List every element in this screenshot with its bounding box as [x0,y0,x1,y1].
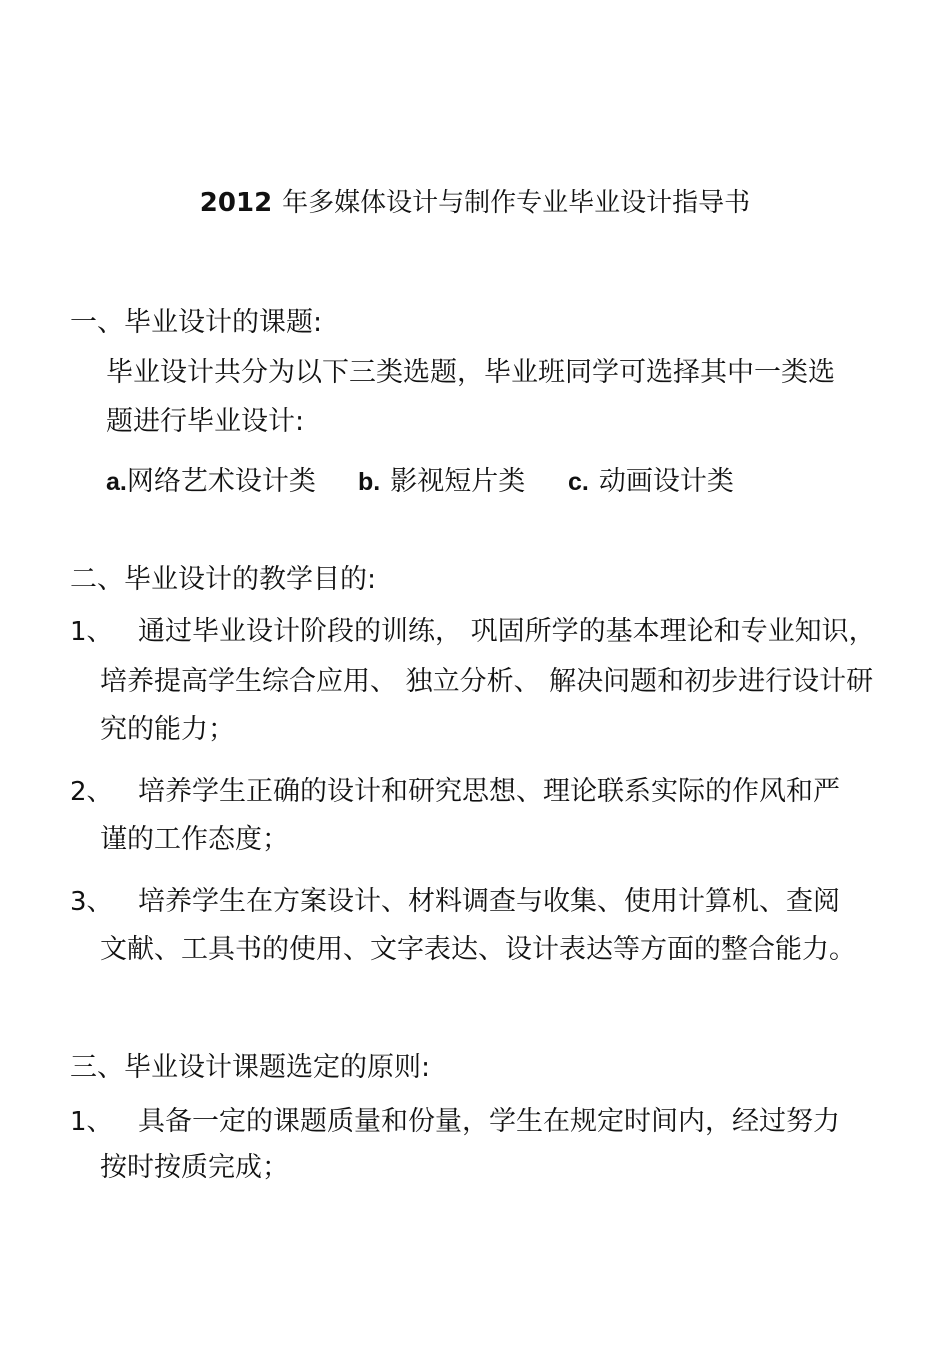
option-b-label: 影视短片类 [390,466,526,497]
section2-heading: 二、毕业设计的教学目的: [70,564,377,595]
section3-item1-line2: 按时按质完成； [100,1152,289,1183]
option-c [568,464,734,500]
section2-item1-line3: 究的能力； [100,714,235,745]
option-b-letter: b. [358,468,381,496]
section2-item1-line1: 通过毕业设计阶段的训练， 巩固所学的基本理论和专业知识， [138,616,876,647]
option-a-label: 网络艺术设计类 [126,466,316,497]
section3-heading: 三、毕业设计课题选定的原则: [70,1052,431,1083]
document-title [0,185,950,221]
section2-item3-number: 3、 [70,887,113,917]
title-year: 2012 [199,188,273,218]
section2-item2-line2: 谨的工作态度； [100,824,289,855]
title-text: 年多媒体设计与制作专业毕业设计指导书 [282,188,751,218]
section2-item1-line2: 培养提高学生综合应用、 独立分析、 解决问题和初步进行设计研 [100,666,874,697]
section1-intro-line1: 毕业设计共分为以下三类选题，毕业班同学可选择其中一类选 [106,357,835,388]
section1-heading: 一、毕业设计的课题: [70,307,323,338]
option-b [358,464,525,500]
section3-item1-line1: 具备一定的课题质量和份量，学生在规定时间内，经过努力 [138,1106,840,1137]
section2-item1-number: 1、 [70,617,113,647]
section2-item3-line2: 文献、工具书的使用、文字表达、设计表达等方面的整合能力。 [100,934,856,965]
option-c-letter: c. [568,468,589,496]
section1-intro-line2: 题进行毕业设计: [106,406,305,437]
section2-item2-line1: 培养学生正确的设计和研究思想、理论联系实际的作风和严 [138,776,840,807]
section2-item3-line1: 培养学生在方案设计、材料调查与收集、使用计算机、查阅 [138,886,840,917]
option-a [106,464,316,500]
section3-item1-number: 1、 [70,1107,113,1137]
option-a-letter: a. [106,468,127,496]
option-c-label: 动画设计类 [598,466,734,497]
section2-item2-number: 2、 [70,777,113,807]
